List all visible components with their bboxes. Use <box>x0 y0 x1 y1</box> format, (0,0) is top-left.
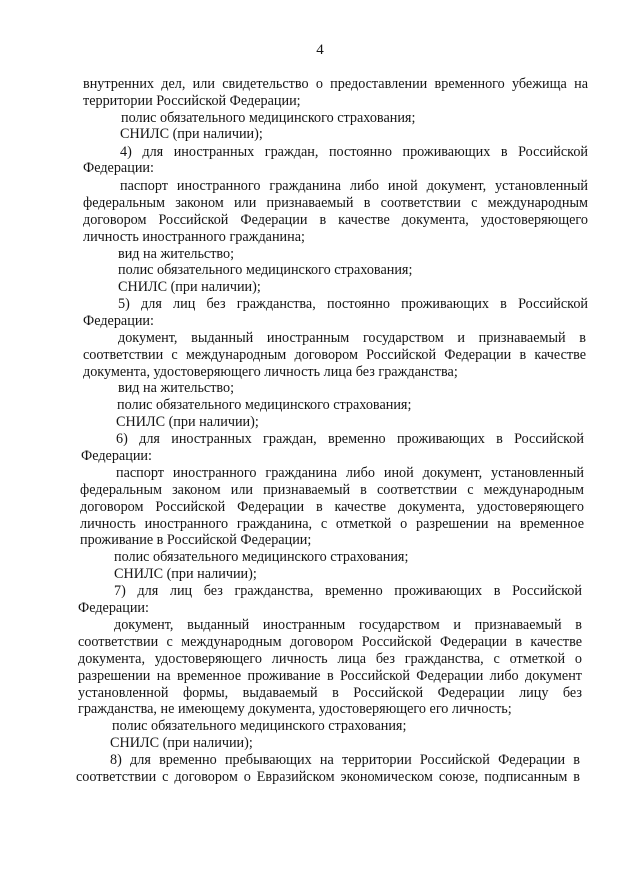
text-line: проживание в Российской Федерации; <box>80 532 312 548</box>
text-line: личность иностранного гражданина; <box>83 229 305 245</box>
text-line: документа, удостоверяющего личность лица без гражданства, с отметкой о <box>78 651 582 667</box>
text-line: полис обязательного медицинского страхования; <box>121 110 416 126</box>
text-line: СНИЛС (при наличии); <box>118 279 261 295</box>
text-line: соответствии с международным договором Российской Федерации в качестве <box>83 347 586 363</box>
text-line: паспорт иностранного гражданина либо иной документ, установленный <box>116 465 584 481</box>
text-line: паспорт иностранного гражданина либо иной документ, установленный <box>120 178 588 194</box>
text-line: соответствии с договором о Евразийском экономическом союзе, подписанным в <box>76 769 580 785</box>
text-line: федеральным законом или признаваемый в соответствии с международным <box>83 195 588 211</box>
text-line: 6) для иностранных граждан, временно проживающих в Российской <box>116 431 584 447</box>
text-line: СНИЛС (при наличии); <box>120 126 263 142</box>
text-line: вид на жительство; <box>118 380 235 396</box>
text-line: установленной формы, выдаваемый в Российской Федерации лицу без <box>78 685 582 701</box>
text-line: 8) для временно пребывающих на территории Российской Федерации в <box>110 752 580 768</box>
text-line: Федерации: <box>83 313 154 329</box>
text-line: документ, выданный иностранным государством и признаваемый в <box>114 617 582 633</box>
text-line: полис обязательного медицинского страхования; <box>118 262 413 278</box>
text-line: полис обязательного медицинского страхования; <box>112 718 407 734</box>
text-line: Федерации: <box>81 448 152 464</box>
text-line: вид на жительство; <box>118 246 235 262</box>
text-line: СНИЛС (при наличии); <box>110 735 253 751</box>
text-line: 5) для лиц без гражданства, постоянно проживающих в Российской <box>118 296 588 312</box>
text-line: Федерации: <box>83 160 154 176</box>
text-line: СНИЛС (при наличии); <box>116 414 259 430</box>
text-line: 4) для иностранных граждан, постоянно проживающих в Российской <box>120 144 588 160</box>
text-line: соответствии с международным договором Российской Федерации в качестве <box>78 634 582 650</box>
text-line: 7) для лиц без гражданства, временно проживающих в Российской <box>114 583 582 599</box>
text-line: внутренних дел, или свидетельство о предоставлении временного убежища на <box>83 76 588 92</box>
text-line: документа, удостоверяющего личность лица без гражданства; <box>83 364 458 380</box>
text-line: полис обязательного медицинского страхования; <box>117 397 412 413</box>
text-line: территории Российской Федерации; <box>83 93 301 109</box>
text-line: Федерации: <box>78 600 149 616</box>
text-line: полис обязательного медицинского страхования; <box>114 549 409 565</box>
text-line: документ, выданный иностранным государством и признаваемый в <box>118 330 586 346</box>
text-line: разрешении на временное проживание в Российской Федерации либо документ <box>78 668 582 684</box>
text-line: федеральным законом или признаваемый в соответствии с международным <box>80 482 584 498</box>
page-number: 4 <box>316 42 324 58</box>
text-line: договором Российской Федерации в качестве документа, удостоверяющего <box>83 212 588 228</box>
text-line: личность иностранного гражданина, с отметкой о разрешении на временное <box>80 516 584 532</box>
text-line: СНИЛС (при наличии); <box>114 566 257 582</box>
text-line: договором Российской Федерации в качестве документа, удостоверяющего <box>80 499 584 515</box>
text-line: гражданства, не имеющему документа, удостоверяющего его личность; <box>78 701 512 717</box>
